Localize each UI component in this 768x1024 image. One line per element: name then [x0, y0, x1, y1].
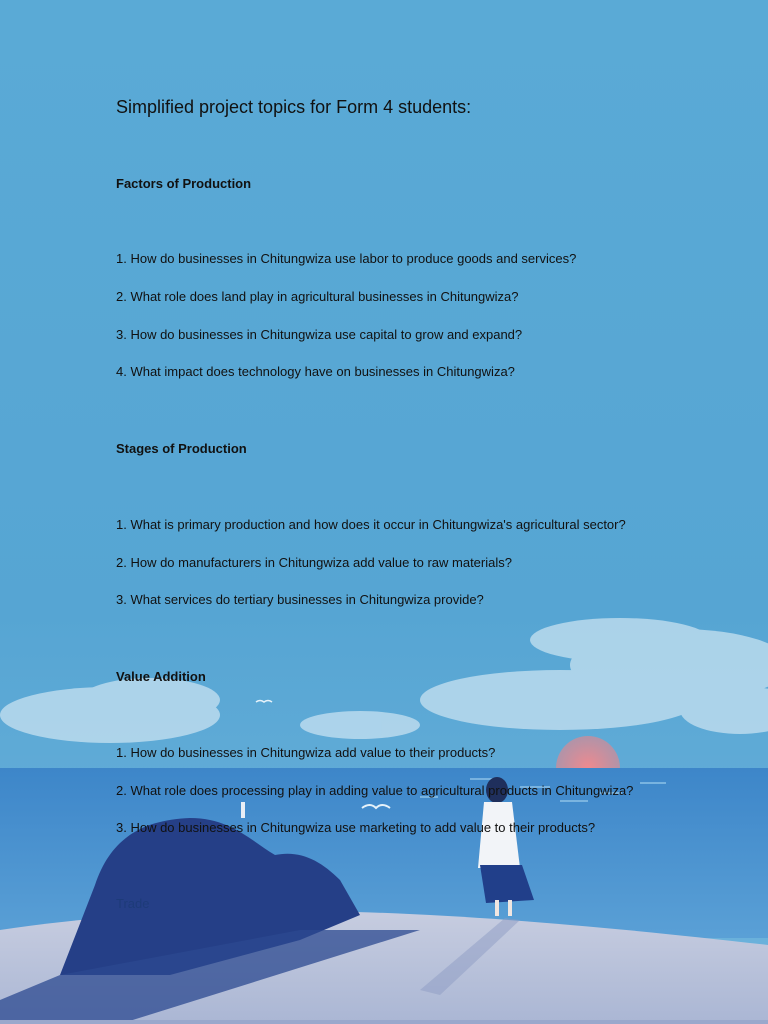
- section-heading-value-addition: Value Addition: [116, 669, 206, 684]
- bottom-edge: [0, 1020, 768, 1024]
- list-item: 1. What is primary production and how does it occur in Chitungwiza's agricultural sector?: [116, 517, 626, 532]
- list-item: 2. What role does processing play in adding value to agricultural products in Chitungwiza?: [116, 783, 634, 798]
- list-item: 4. What impact does technology have on businesses in Chitungwiza?: [116, 364, 515, 379]
- list-item: 1. How do businesses in Chitungwiza add value to their products?: [116, 745, 496, 760]
- section-heading-stages: Stages of Production: [116, 441, 247, 456]
- list-item: 2. What role does land play in agricultural businesses in Chitungwiza?: [116, 289, 519, 304]
- list-item: 3. What services do tertiary businesses in Chitungwiza provide?: [116, 592, 484, 607]
- list-item: 3. How do businesses in Chitungwiza use capital to grow and expand?: [116, 327, 523, 342]
- section-heading-factors: Factors of Production: [116, 176, 252, 191]
- lighthouse: [241, 802, 245, 818]
- section-heading-trade: Trade: [116, 896, 150, 911]
- list-item: 1. How do businesses in Chitungwiza use labor to produce goods and services?: [116, 251, 577, 266]
- document-title: Simplified project topics for Form 4 students:: [116, 97, 472, 117]
- list-item: 2. How do manufacturers in Chitungwiza add value to raw materials?: [116, 555, 512, 570]
- list-item: 3. How do businesses in Chitungwiza use marketing to add value to their products?: [116, 820, 596, 835]
